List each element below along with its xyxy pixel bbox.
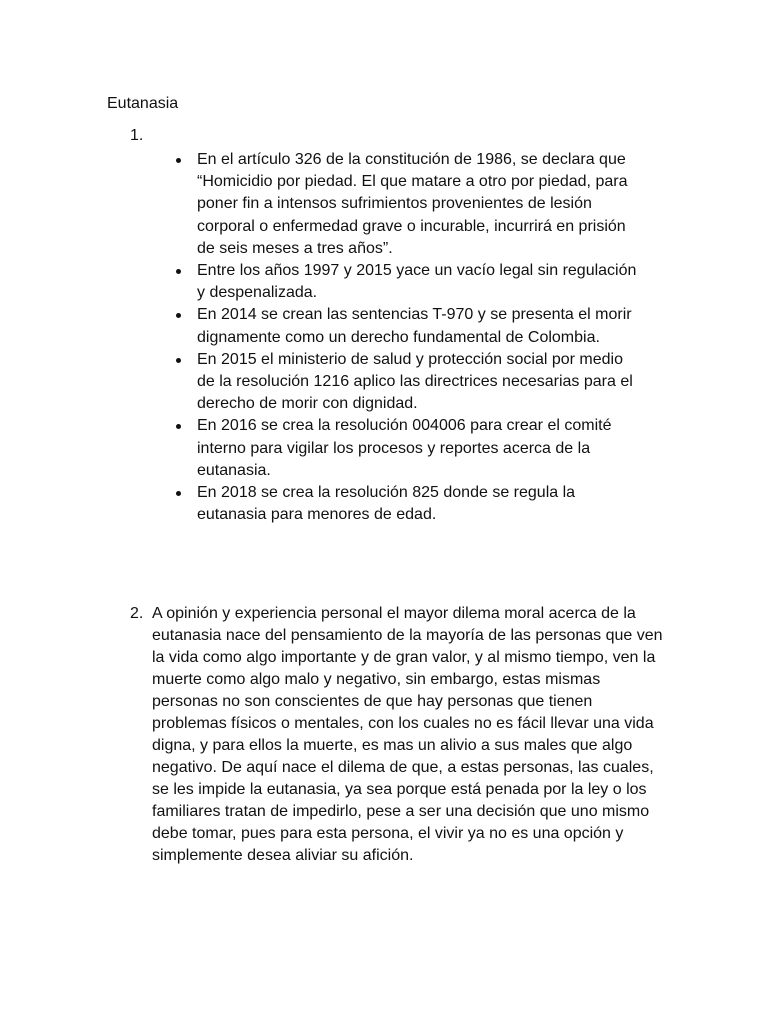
bullet-item: Entre los años 1997 y 2015 yace un vacío legal sin regulación y despenalizada. <box>174 260 644 304</box>
bullet-item: En 2015 el ministerio de salud y protección social por medio de la resolución 1216 aplico las directrices necesarias para el derecho de morir con dignidad. <box>174 349 644 416</box>
bullet-list <box>174 149 644 526</box>
bullet-item: En 2018 se crea la resolución 825 donde se regula la eutanasia para menores de edad. <box>174 482 644 526</box>
bullet-item: En 2016 se crea la resolución 004006 para crear el comité interno para vigilar los procesos y reportes acerca de la eutanasia. <box>174 415 644 482</box>
list-item-2 <box>130 603 670 867</box>
list-item-1 <box>130 125 152 147</box>
bullet-item: En el artículo 326 de la constitución de 1986, se declara que “Homicidio por piedad. El que matare a otro por piedad, para poner fin a intensos sufrimientos provenientes de lesión corporal o enfermedad grave o incurable, incurrirá en prisión de seis meses a tres años”. <box>174 149 644 260</box>
opinion-paragraph: A opinión y experiencia personal el mayor dilema moral acerca de la eutanasia nace del pensamiento de la mayoría de las personas que ven la vida como algo importante y de gran valor, y al mismo tiempo, ven la muerte como algo malo y negativo, sin embargo, estas mismas personas no son conscientes de que hay personas que tienen problemas físicos o mentales, con los cuales no es fácil llevar una vida digna, y para ellos la muerte, es mas un alivio a sus males que algo negativo. De aquí nace el dilema de que, a estas personas, las cuales, se les impide la eutanasia, ya sea porque está penada por la ley o los familiares tratan de impedirlo, pese a ser una decisión que uno mismo debe tomar, pues para esta persona, el vivir ya no es una opción y simplemente desea aliviar su afición. <box>152 605 663 864</box>
list-number-1: 1. <box>130 127 144 144</box>
bullet-item: En 2014 se crean las sentencias T-970 y se presenta el morir dignamente como un derecho fundamental de Colombia. <box>174 304 644 348</box>
list-number-2: 2. <box>130 605 144 622</box>
document-title: Eutanasia <box>107 95 179 112</box>
